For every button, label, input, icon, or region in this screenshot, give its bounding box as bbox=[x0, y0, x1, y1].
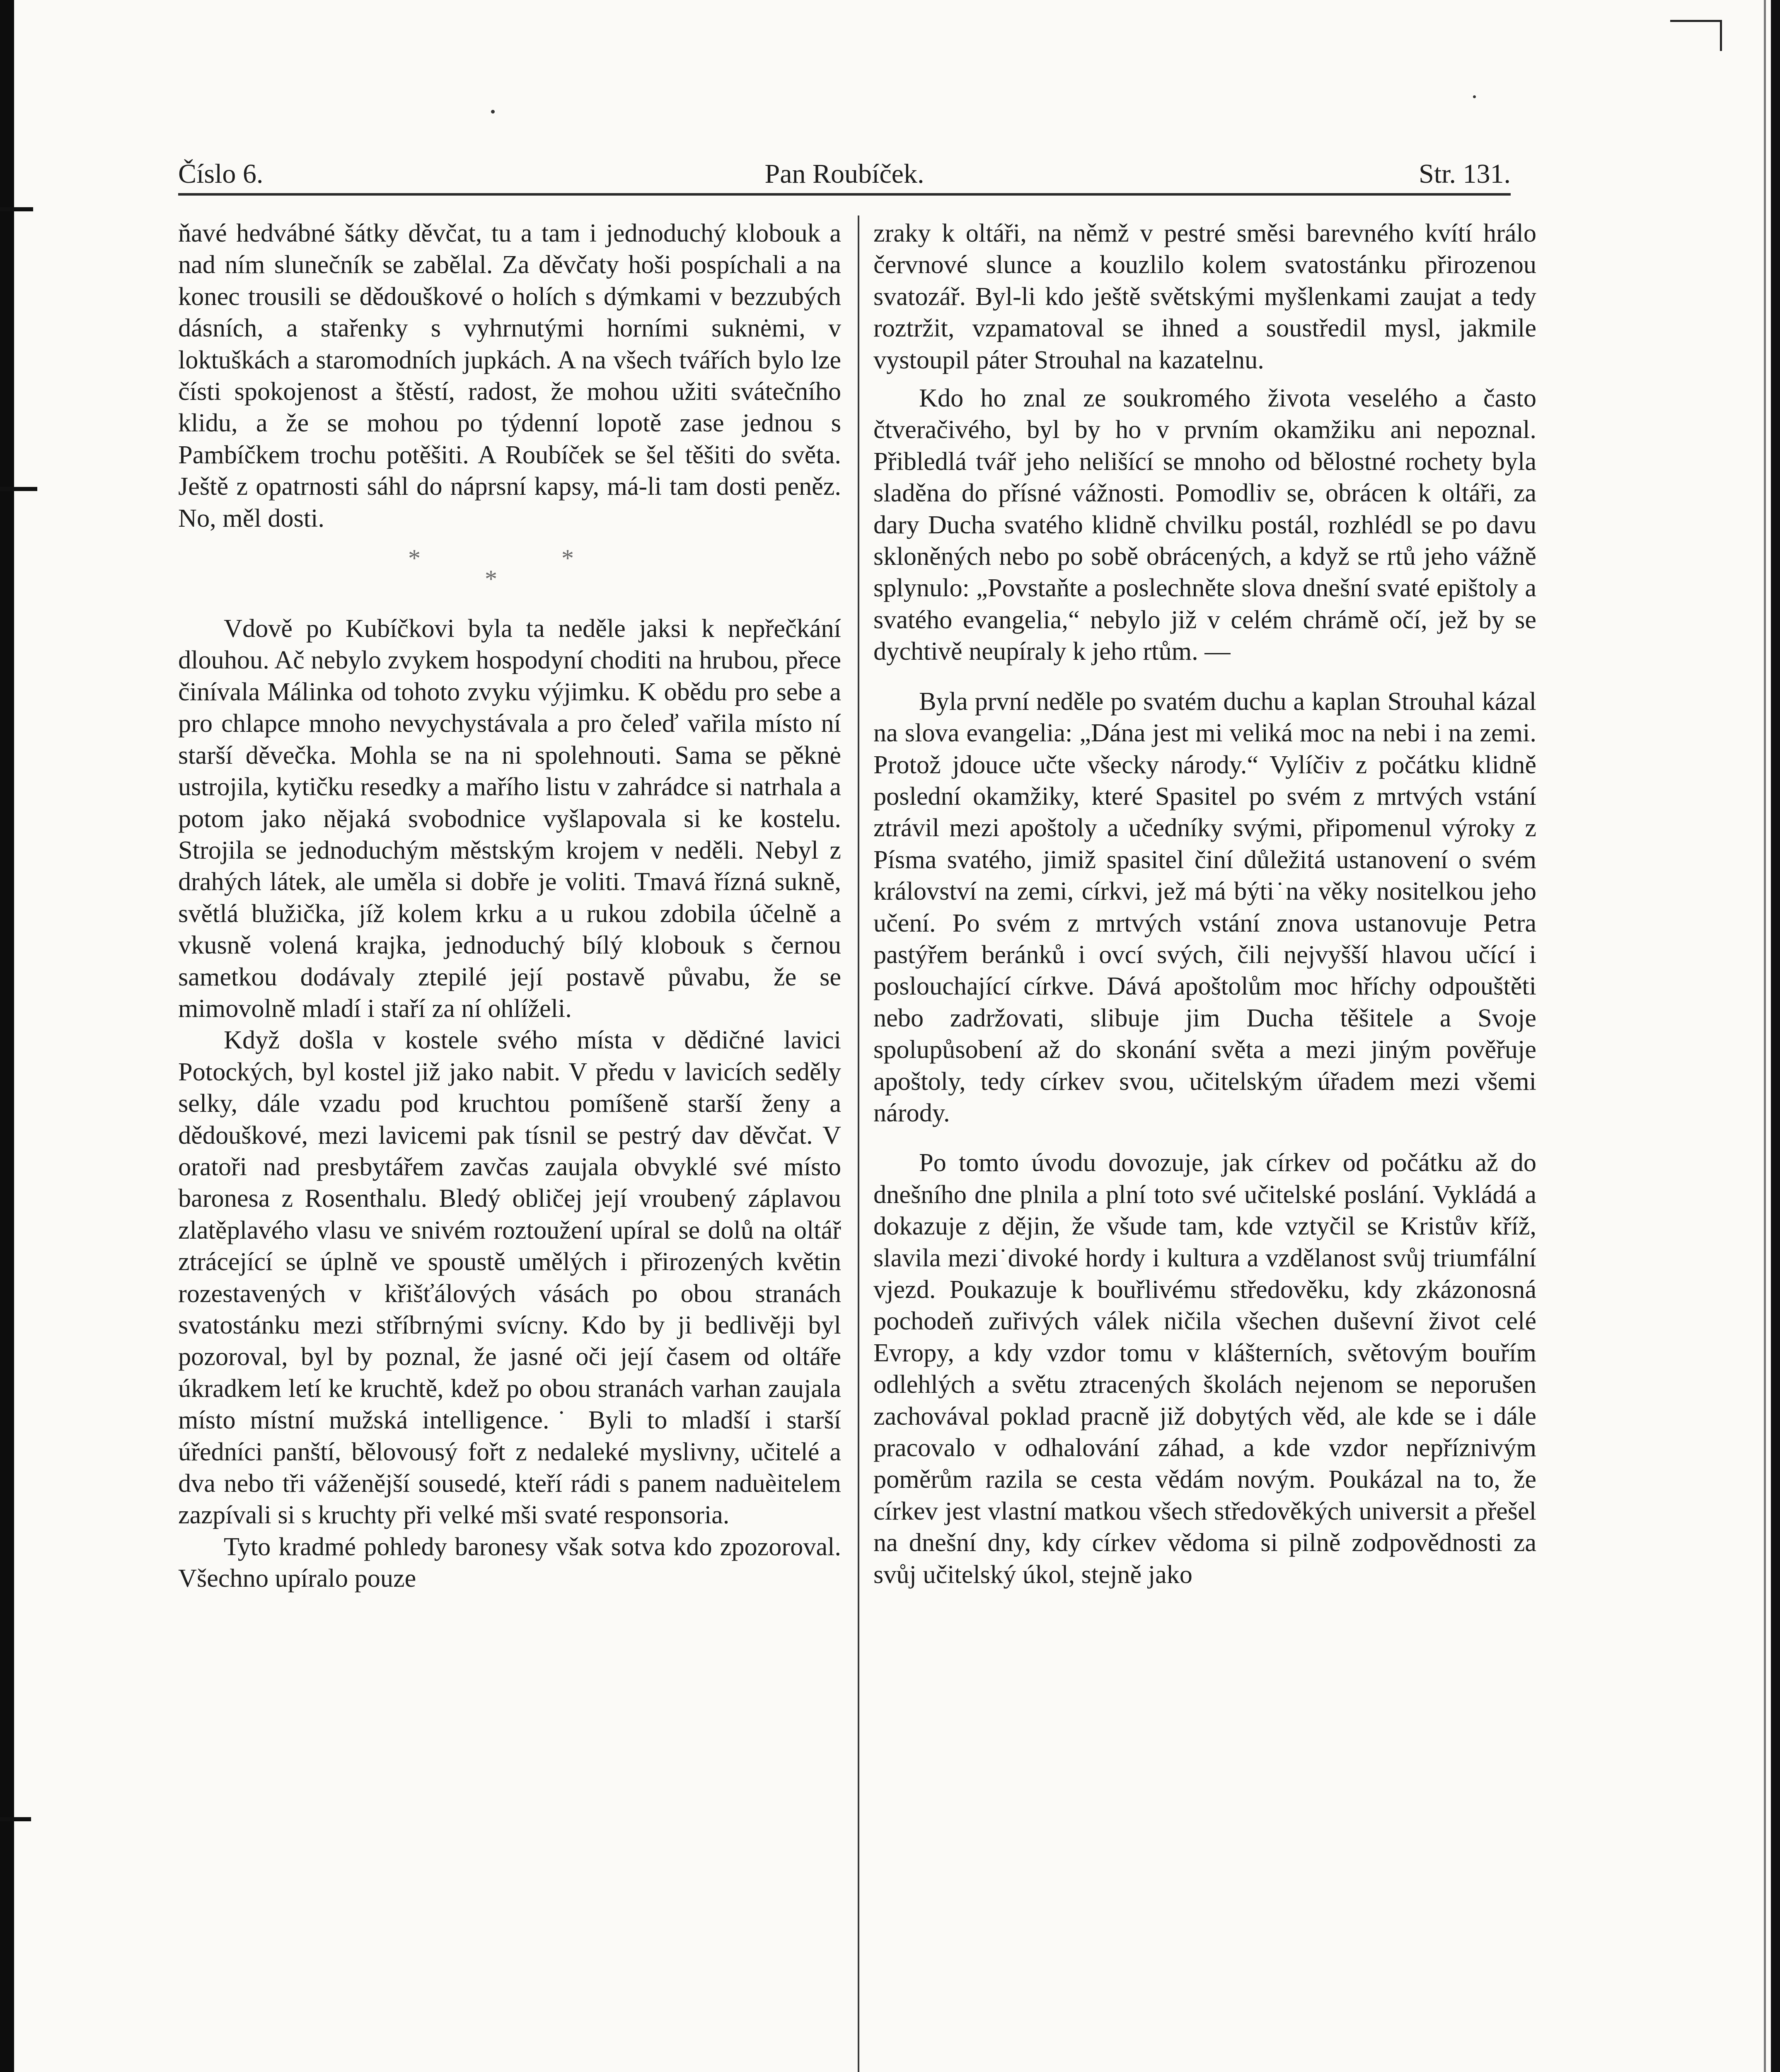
asterisk: * bbox=[485, 565, 497, 593]
page-number: Str. 131. bbox=[1419, 159, 1511, 189]
running-header bbox=[178, 145, 1511, 195]
paragraph: zraky k oltáři, na němž v pestré směsi barevného kvítí hrálo červnové slunce a kouzlilo kolem svatostánku přirozenou svatozář. Byl-li kdo ještě světskými myšlenkami zaujat a tedy roztržit, vzpamatoval se ihned a soustředil mysl, jakmile vystoupil páter Strouhal na kazatelnu. bbox=[873, 219, 1536, 374]
scan-tick bbox=[0, 487, 37, 491]
left-column bbox=[178, 218, 841, 2072]
paragraph: Vdově po Kubíčkovi byla ta neděle jaksi k nepřečkání dlouhou. Ač nebylo zvykem hospodyní choditi na hrubou, přece činívala Málinka od tohoto zvyku výjimku. K obědu pro sebe a pro chlapce mnoho nevychystávala a pro čeleď vařila místo ní starší děvečka. Mohla se na ni spolehnouti. Sama se pěknė ustrojila, kytičku resedky a mařího listu v zahrádce si natrhala a potom jako nějaká svobodnice vyšlapovala si ke kostelu. Strojila se jednoduchým městským krojem v neděli. Nebyl z drahých látek, ale uměla si dobře je voliti. Tmavá řízná sukně, světlá blužička, jíž kolem krku a u rukou zdobila účelně a vkusně volená krajka, jednoduchý bílý klobouk s černou sametkou dodávaly ztepilé její postavě půvabu, že se mimovolně mladí i staří za ní ohlíželi. bbox=[178, 614, 841, 1023]
paragraph: Když došla v kostele svého místa v dědičné lavici Potockých, byl kostel již jako nabit. V předu v lavicích seděly selky, dále vzadu pod kruchtou pomíšeně starší ženy a dědouškové, mezi lavicemi pak tísnil se pestrý dav děvčat. V oratoři nad presbytářem zavčas zaujala obvyklé své místo baronesa z Rosenthalu. Bledý obličej její vroubený záplavou zlatěplavého vlasu ve snivém roztoužení upíral se dolů na oltář ztrácející se úplně ve spoustě umělých i přirozených květin rozestavených v křišťálových vásách po obou stranách svatostánku mezi stříbrnými svícny. Kdo by ji bedlivěji byl pozoroval, byl by poznal, že jasné oči její časem od oltáře úkradkem letí ke kruchtě, kdež po obou stranách varhan zaujala místo místní mužská intelligence.˙ Byli to mladší i starší úředníci panští, bělovousý fořt z nedaleké myslivny, učitelé a dva nebo tři váženější sousedé, kteří rádi s panem naduèitelem zazpívali si s kruchty při velké mši svaté responsoria. bbox=[178, 1026, 841, 1530]
paragraph-gap bbox=[873, 1129, 1536, 1147]
crop-mark bbox=[1670, 20, 1722, 51]
scan-edge-left bbox=[0, 0, 14, 2072]
paragraph-gap bbox=[873, 668, 1536, 686]
section-separator bbox=[178, 534, 841, 613]
asterisk: * bbox=[408, 545, 421, 572]
paragraph: Po tomto úvodu dovozuje, jak církev od počátku až do dnešního dne plnila a plní toto své učitelské poslání. Vykládá a dokazuje z dějin, že všude tam, kde vztyčil se Kristův kříž, slavila mezi˙divoké hordy i kultura a vzdělanost svůj triumfální vjezd. Poukazuje k bouřlivému středověku, kdy zkázonosná pochodeň zuřivých válek ničila všechen duševní život celé Evropy, a kdy vzdor tomu v klášterních, světovým bouřím odlehlých a světu ztracených školách nejenom se neporušen zachovával poklad pracně již dobytých věd, ale kde se i dále pracovalo v odhalování záhad, a kde vzdor nepříznivým poměrům razila se cesta vědám novým. Poukázal na to, že církev jest vlastní matkou všech středověkých universit a přešel na dnešní dny, kdy církev vědoma si pilně zodpovědnosti za svůj učitelský úkol, stejně jako bbox=[873, 1148, 1536, 1589]
issue-number: Číslo 6. bbox=[178, 159, 264, 189]
right-column bbox=[873, 218, 1536, 2072]
header-rule bbox=[178, 193, 1511, 196]
paragraph: ňavé hedvábné šátky děvčat, tu a tam i jednoduchý klobouk a nad ním slunečník se zabělal. Za děvčaty hoši pospíchali a na konec trousili se dědouškové o holích s dýmkami v bezzubých dásních, a stařenky s vyhrnutými horními suknėmi, v loktuškách a staromodních jupkách. A na všech tvářích bylo lze čísti spokojenost a štěstí, radost, že mohou užiti svátečního klidu, a že se mohou po týdenní lopotě zase jednou s Pambíčkem trochu potěšiti. A Roubíček se šel těšiti do světa. Ještě z opatrnosti sáhl do náprsní kapsy, má-li tam dosti peněz. No, měl dosti. bbox=[178, 219, 841, 533]
scan-speck bbox=[1473, 95, 1476, 98]
paragraph-gap bbox=[873, 376, 1536, 382]
paragraph: Byla první neděle po svatém duchu a kaplan Strouhal kázal na slova evangelia: „Dána jest mi veliká moc na nebi i na zemi. Protož jdouce učte všecky národy.“ Vylíčiv z počátku klidně poslední okamžiky, které Spasitel po svém z mrtvých vstání ztrávil mezi apoštoly a učedníky svými, připomenul výroky z Písma svatého, jimiž spasitel činí důležitá ustanovení o svém království na zemi, církvi, jež má býti˙na věky nositelkou jeho učení. Po svém z mrtvých vstání znova ustanovuje Petra pastýřem beránků i ovcí svých, čili nejvyšší hlavou učící i poslouchající církve. Dává apoštolům moc hříchy odpouštěti nebo zadržovati, slibuje jim Ducha těšitele a Svoje spolupůsobení až do skonání světa a mezi jiným pověřuje apoštoly, tedy církev svou, učitelským úřadem mezi všemi národy. bbox=[873, 687, 1536, 1127]
column-divider bbox=[858, 215, 859, 2072]
asterisk: * bbox=[561, 545, 574, 572]
scan-edge-right bbox=[1771, 0, 1780, 2072]
scan-tick bbox=[0, 207, 33, 211]
paragraph: Kdo ho znal ze soukromého života veselého a často čtveračivého, byl by ho v prvním okamžiku ani nepoznal. Přibledlá tvář jeho nelišící se mnoho od bělostné rochety byla sladěna do přísné vážnosti. Pomodliv se, obrácen k oltáři, za dary Ducha svatého klidně chvilku postál, rozhlédl se po davu skloněných nebo po sobě obrácených, a když se rtů jeho vážně splynulo: „Povstaňte a poslechněte slova dnešní svaté epištoly a svatého evangelia,“ nebylo již v celém chrámě očí, jež by se dychtivě neupíraly k jeho rtům. — bbox=[873, 384, 1536, 666]
scan-edge-right-line bbox=[1764, 0, 1766, 2072]
paragraph: Tyto kradmé pohledy baronesy však sotva kdo zpozoroval. Všechno upíralo pouze bbox=[178, 1532, 841, 1593]
scan-speck bbox=[491, 110, 495, 114]
running-title: Pan Roubíček. bbox=[764, 159, 924, 189]
scan-tick bbox=[0, 1817, 31, 1821]
